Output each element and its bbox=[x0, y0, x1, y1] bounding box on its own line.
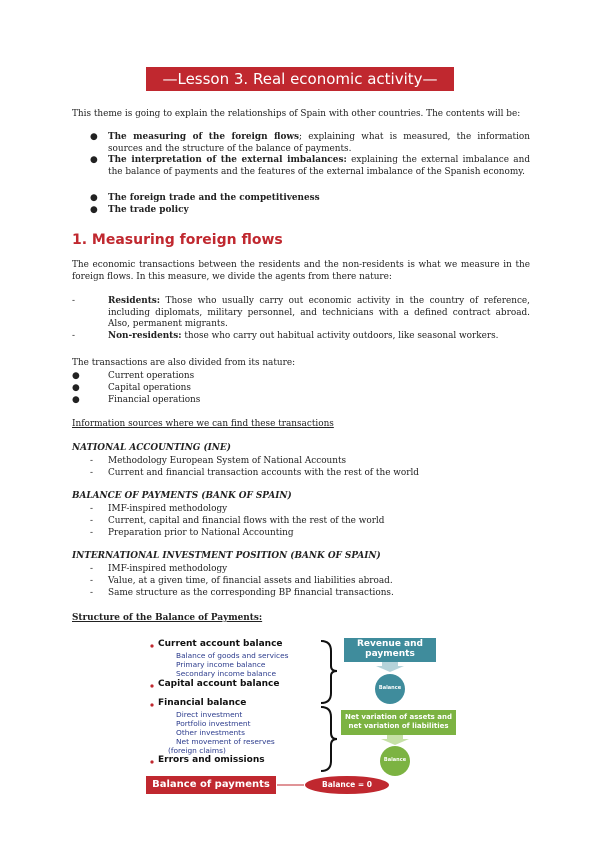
source-item-text: Methodology European System of National Accounts bbox=[108, 456, 347, 466]
source-item: - IMF-inspired methodology bbox=[90, 504, 228, 514]
bullet-dot: ● bbox=[90, 155, 98, 165]
bullet-dot: ● bbox=[90, 205, 98, 215]
transaction-text: Capital operations bbox=[108, 383, 191, 393]
section-heading: 1. Measuring foreign flows bbox=[72, 232, 283, 248]
agent-item bbox=[72, 296, 530, 331]
capital-account-label: Capital account balance bbox=[158, 679, 280, 689]
current-account-label: Current account balance bbox=[158, 639, 283, 649]
contents-bold: The measuring of the foreign flows bbox=[108, 132, 300, 142]
bullet-dot: ● bbox=[72, 371, 80, 381]
source-item: - IMF-inspired methodology bbox=[90, 564, 228, 574]
contents-item bbox=[90, 155, 530, 178]
revenue-box-label: Revenue and payments bbox=[357, 639, 423, 659]
bullet-dot bbox=[150, 703, 153, 706]
source-item-text: Preparation prior to National Accounting bbox=[108, 528, 294, 538]
balance-zero-label: Balance = 0 bbox=[321, 780, 372, 789]
sources-heading: Information sources where we can find these transactions bbox=[72, 419, 334, 429]
agent-bold: Residents: bbox=[108, 296, 161, 306]
source-item-text: Current, capital and financial flows with the rest of the world bbox=[108, 516, 385, 526]
bullet-dot: ● bbox=[72, 383, 80, 393]
transaction-text: Current operations bbox=[108, 371, 195, 381]
contents-rest: ; explaining what is measured, the information sources and the structure of the balance of payments. bbox=[108, 132, 530, 154]
source-item-text: Value, at a given time, of financial assets and liabilities abroad. bbox=[108, 576, 393, 586]
source-item: - Methodology European System of National Accounts bbox=[90, 456, 347, 466]
balance-of-payments-diagram bbox=[146, 633, 476, 803]
transaction-item bbox=[72, 382, 191, 394]
agent-item bbox=[72, 331, 530, 343]
intro-paragraph: This theme is going to explain the relationships of Spain with other countries. The contents will be: bbox=[72, 109, 521, 119]
errors-omissions-label: Errors and omissions bbox=[158, 755, 265, 765]
brace-top bbox=[321, 641, 337, 703]
arrow-down-icon bbox=[376, 662, 404, 672]
source-item: - Same structure as the corresponding BP financial transactions. bbox=[90, 588, 394, 598]
balance-of-payments-label: Balance of payments bbox=[146, 776, 276, 794]
contents-bold: The foreign trade and the competitiveness bbox=[108, 193, 320, 203]
bullet-dot: ● bbox=[90, 193, 98, 203]
transactions-intro: The transactions are also divided from its nature: bbox=[72, 358, 296, 368]
contents-bold: The interpretation of the external imbalances: bbox=[108, 155, 347, 165]
contents-rest: explaining the external imbalance and the balance of payments and the features of the external imbalance of the Spanish economy. bbox=[108, 155, 530, 177]
agent-rest: Those who usually carry out economic activity in the country of reference, including diplomats, military personnel, and technicians with a defined contract abroad. Also, permanent migrants. bbox=[108, 296, 530, 329]
bullet-dot bbox=[150, 760, 153, 763]
dash-marker: - bbox=[72, 296, 75, 306]
transaction-text: Financial operations bbox=[108, 395, 201, 405]
transaction-item bbox=[72, 370, 194, 382]
financial-balance-label: Financial balance bbox=[158, 698, 247, 708]
lesson-title: —Lesson 3. Real economic activity— bbox=[146, 67, 454, 91]
bullet-dot bbox=[150, 684, 153, 687]
financial-sub-item: Net movement of reserves bbox=[176, 737, 275, 746]
financial-sub-item: Direct investment bbox=[176, 710, 243, 719]
bullet-dot bbox=[150, 644, 153, 647]
balance-circle-2-label: Balance bbox=[383, 757, 407, 763]
source-title: NATIONAL ACCOUNTING (INE) bbox=[72, 443, 231, 453]
arrow-down-icon bbox=[381, 735, 409, 745]
contents-item bbox=[90, 132, 530, 155]
dash-marker: - bbox=[72, 331, 75, 341]
source-item-text: Current and financial transaction accounts with the rest of the world bbox=[108, 468, 419, 478]
source-title: INTERNATIONAL INVESTMENT POSITION (BANK OF SPAIN) bbox=[72, 551, 381, 561]
bullet-dot: ● bbox=[72, 395, 80, 405]
current-sub-item: Primary income balance bbox=[176, 660, 266, 669]
contents-bold: The trade policy bbox=[108, 205, 189, 215]
financial-sub-item: Other investments bbox=[176, 728, 245, 737]
source-item: - Current and financial transaction accounts with the rest of the world bbox=[90, 468, 419, 478]
contents-item bbox=[90, 205, 530, 217]
current-sub-item: Secondary income balance bbox=[176, 669, 277, 678]
source-item-text: Same structure as the corresponding BP financial transactions. bbox=[108, 588, 394, 598]
balance-circle-label: Balance bbox=[378, 685, 402, 691]
agent-rest: those who carry out habitual activity outdoors, like seasonal workers. bbox=[181, 331, 499, 341]
source-item-text: IMF-inspired methodology bbox=[108, 504, 228, 514]
financial-sub-item: Portfolio investment bbox=[176, 719, 251, 728]
source-item: - Current, capital and financial flows with the rest of the world bbox=[90, 516, 385, 526]
net-variation-label: Net variation of assets and net variation of liabilities bbox=[345, 713, 452, 730]
brace-bottom bbox=[321, 707, 337, 771]
agent-bold: Non-residents: bbox=[108, 331, 182, 341]
bullet-dot: ● bbox=[90, 132, 98, 142]
structure-heading: Structure of the Balance of Payments: bbox=[72, 613, 263, 623]
source-item: - Value, at a given time, of financial assets and liabilities abroad. bbox=[90, 576, 393, 586]
section-paragraph: The economic transactions between the residents and the non-residents is what we measure in the foreign flows. In this measure, we divide the agents from there nature: bbox=[72, 260, 530, 282]
source-title: BALANCE OF PAYMENTS (BANK OF SPAIN) bbox=[72, 491, 292, 501]
contents-item bbox=[90, 193, 530, 205]
source-item: - Preparation prior to National Accounting bbox=[90, 528, 294, 538]
financial-sub-item: (foreign claims) bbox=[168, 746, 226, 755]
transaction-item bbox=[72, 394, 200, 406]
current-sub-item: Balance of goods and services bbox=[176, 651, 289, 660]
source-item-text: IMF-inspired methodology bbox=[108, 564, 228, 574]
